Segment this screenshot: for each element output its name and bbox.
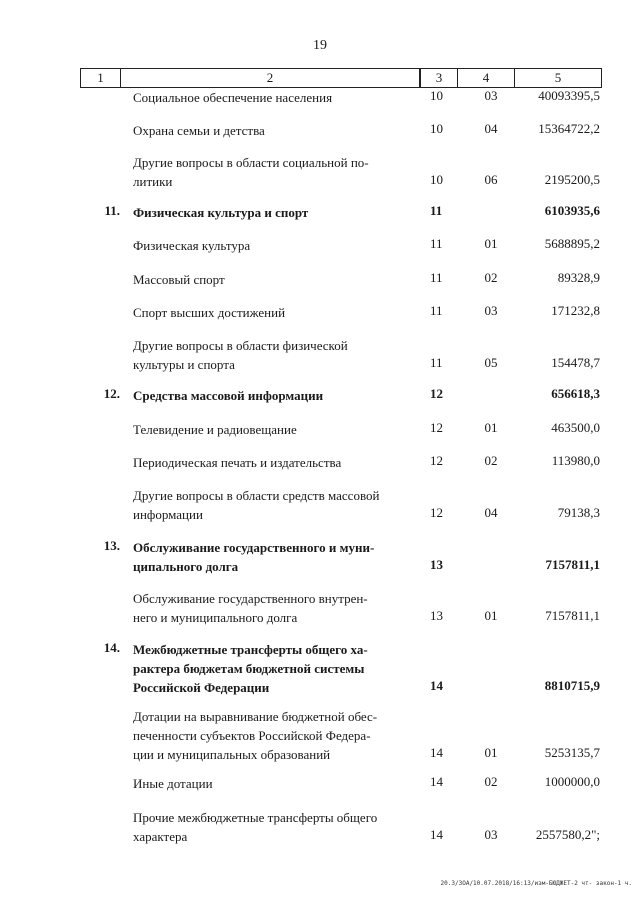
amount-value: 2557580,2"; (535, 827, 600, 842)
column-header-3: 3 (420, 68, 458, 88)
section-code: 10 (430, 88, 443, 103)
row-name: Другие вопросы в области физической культуры и спорта (133, 338, 348, 372)
row-name: Физическая культура и спорт (133, 205, 309, 220)
amount-value: 89328,9 (557, 270, 600, 285)
subsection-code: 04 (484, 121, 498, 136)
amount-value: 2195200,5 (544, 172, 600, 187)
subsection-code: 01 (484, 608, 498, 623)
row-name: Дотации на выравнивание бюджетной обес- печенности субъектов Российской Федера- ции и муниципальных образований (133, 709, 378, 762)
row-name: Другие вопросы в области средств массовой информации (133, 488, 380, 522)
amount-value: 171232,8 (551, 303, 600, 318)
amount-value: 6103935,6 (544, 203, 600, 218)
amount-value: 113980,0 (551, 453, 600, 468)
row-number: 13. (103, 538, 120, 553)
subsection-code: 01 (484, 420, 498, 435)
section-code: 14 (430, 774, 443, 789)
column-header-4: 4 (457, 68, 515, 88)
subsection-code: 03 (484, 303, 498, 318)
amount-value: 7157811,1 (545, 608, 600, 623)
footer-reference: 20.3/3ОА/10.07.2018/16:13/изм-БЮДЖЕТ-2 чт- закон-1 ч. (440, 880, 632, 887)
column-header-2: 2 (120, 68, 420, 88)
section-code: 14 (430, 745, 443, 760)
subsection-code: 02 (484, 270, 498, 285)
row-name: Прочие межбюджетные трансферты общего характера (133, 810, 378, 844)
row-name: Обслуживание государственного и муни- ципального долга (133, 540, 375, 574)
section-code: 12 (430, 386, 443, 401)
row-name: Массовый спорт (133, 272, 225, 287)
section-code: 13 (430, 608, 443, 623)
subsection-code: 05 (484, 355, 498, 370)
amount-value: 8810715,9 (544, 678, 600, 693)
section-code: 13 (430, 557, 443, 572)
section-code: 14 (430, 678, 443, 693)
subsection-code: 06 (484, 172, 498, 187)
amount-value: 79138,3 (557, 505, 600, 520)
row-name: Телевидение и радиовещание (133, 422, 297, 437)
amount-value: 154478,7 (551, 355, 600, 370)
row-number: 12. (103, 386, 120, 401)
row-name: Периодическая печать и издательства (133, 455, 342, 470)
amount-value: 656618,3 (551, 386, 600, 401)
amount-value: 40093395,5 (538, 88, 600, 103)
section-code: 11 (430, 270, 443, 285)
row-number: 11. (104, 203, 120, 218)
section-code: 10 (430, 121, 443, 136)
amount-value: 5253135,7 (544, 745, 600, 760)
section-code: 11 (430, 236, 443, 251)
section-code: 14 (430, 827, 443, 842)
section-code: 12 (430, 453, 443, 468)
row-name: Обслуживание государственного внутрен- него и муниципального долга (133, 591, 368, 625)
amount-value: 15364722,2 (538, 121, 600, 136)
subsection-code: 04 (484, 505, 498, 520)
subsection-code: 03 (484, 827, 498, 842)
row-name: Спорт высших достижений (133, 305, 286, 320)
subsection-code: 03 (484, 88, 498, 103)
section-code: 11 (430, 355, 443, 370)
section-code: 10 (430, 172, 443, 187)
section-code: 12 (430, 505, 443, 520)
row-name: Физическая культура (133, 238, 251, 253)
section-code: 11 (430, 303, 443, 318)
amount-value: 463500,0 (551, 420, 600, 435)
subsection-code: 01 (484, 236, 498, 251)
amount-value: 7157811,1 (545, 557, 600, 572)
row-name: Социальное обеспечение населения (133, 90, 333, 105)
column-header-1: 1 (80, 68, 121, 88)
row-name: Иные дотации (133, 776, 213, 791)
row-name: Средства массовой информации (133, 388, 324, 403)
row-name: Охрана семьи и детства (133, 123, 265, 138)
row-name: Межбюджетные трансферты общего ха- рактера бюджетам бюджетной системы Российской Федерации (133, 642, 368, 695)
amount-value: 1000000,0 (544, 774, 600, 789)
section-code: 12 (430, 420, 443, 435)
subsection-code: 02 (484, 774, 498, 789)
column-header-5: 5 (514, 68, 602, 88)
subsection-code: 02 (484, 453, 498, 468)
row-number: 14. (103, 640, 120, 655)
subsection-code: 01 (484, 745, 498, 760)
page-number: 19 (313, 38, 327, 53)
row-name: Другие вопросы в области социальной по- литики (133, 155, 369, 189)
section-code: 11 (430, 203, 443, 218)
amount-value: 5688895,2 (544, 236, 600, 251)
